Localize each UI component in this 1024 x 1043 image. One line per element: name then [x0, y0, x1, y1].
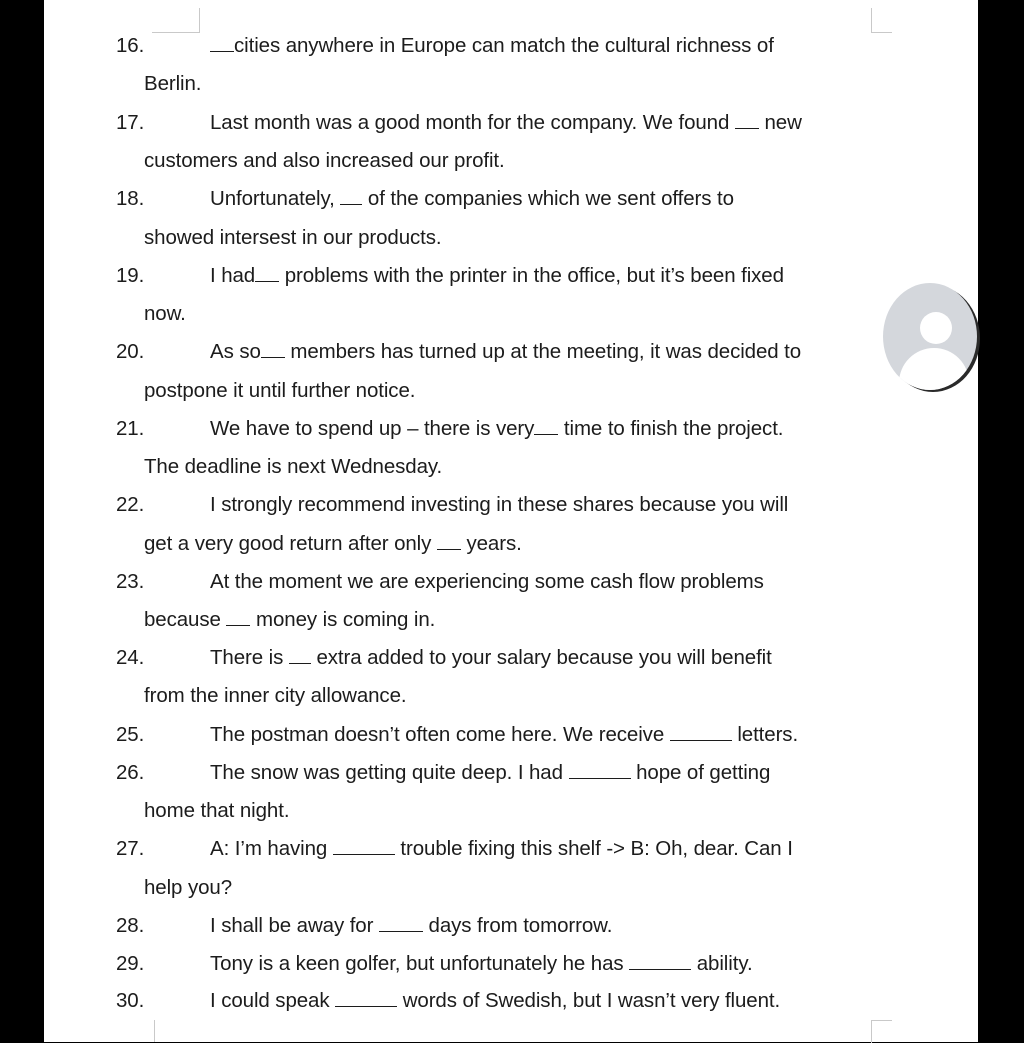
item-text-continued: get a very good return after only years.: [144, 532, 522, 555]
item-text: The snow was getting quite deep. I had hope of getting: [210, 761, 771, 784]
item-number: 21.: [116, 417, 145, 440]
item-text: I had problems with the printer in the office, but it’s been fixed: [210, 264, 784, 287]
item-number: 28.: [116, 914, 145, 937]
answer-blank[interactable]: [379, 929, 423, 932]
item-number: 18.: [116, 187, 145, 210]
item-text: We have to spend up – there is very time to finish the project.: [210, 417, 784, 440]
answer-blank[interactable]: [670, 738, 732, 741]
item-number: 23.: [116, 570, 145, 593]
avatar-head-shape: [920, 312, 952, 344]
answer-blank[interactable]: [335, 1004, 397, 1007]
avatar-body-shape: [899, 348, 969, 390]
item-text-continued: from the inner city allowance.: [144, 684, 407, 707]
answer-blank[interactable]: [261, 355, 285, 358]
item-number: 20.: [116, 340, 145, 363]
item-number: 30.: [116, 989, 145, 1012]
item-text-continued: The deadline is next Wednesday.: [144, 455, 443, 478]
item-number: 25.: [116, 723, 145, 746]
document-page: [44, 0, 978, 1042]
item-text: Unfortunately, of the companies which we sent offers to: [210, 187, 734, 210]
item-text: Last month was a good month for the company. We found new: [210, 111, 802, 134]
item-text: As so members has turned up at the meeting, it was decided to: [210, 340, 802, 363]
item-text: cities anywhere in Europe can match the cultural richness of: [210, 33, 774, 59]
item-text: I strongly recommend investing in these shares because you will: [210, 493, 789, 516]
answer-blank[interactable]: [569, 776, 631, 779]
item-number: 16.: [116, 34, 145, 57]
item-number: 17.: [116, 111, 145, 134]
margin-corner-top-left: [152, 8, 200, 33]
item-text-continued: home that night.: [144, 799, 290, 822]
margin-corner-bottom-left: [154, 1020, 156, 1042]
answer-blank[interactable]: [289, 661, 311, 664]
item-text-continued: Berlin.: [144, 72, 202, 95]
item-number: 29.: [116, 952, 145, 975]
answer-blank[interactable]: [340, 202, 362, 205]
item-number: 27.: [116, 837, 145, 860]
item-text-continued: showed intersest in our products.: [144, 226, 442, 249]
answer-blank[interactable]: [210, 49, 234, 52]
item-text: I could speak words of Swedish, but I wasn’t very fluent.: [210, 989, 781, 1012]
answer-blank[interactable]: [629, 967, 691, 970]
item-text-continued: customers and also increased our profit.: [144, 149, 505, 172]
margin-corner-top-right: [871, 8, 892, 33]
answer-blank[interactable]: [437, 547, 461, 550]
item-text-continued: help you?: [144, 876, 233, 899]
answer-blank[interactable]: [735, 126, 759, 129]
item-text: The postman doesn’t often come here. We receive letters.: [210, 723, 799, 746]
item-text: There is extra added to your salary because you will benefit: [210, 646, 772, 669]
answer-blank[interactable]: [226, 623, 250, 626]
item-text: I shall be away for days from tomorrow.: [210, 914, 613, 937]
item-number: 22.: [116, 493, 145, 516]
item-number: 24.: [116, 646, 145, 669]
answer-blank[interactable]: [333, 852, 395, 855]
item-text-continued: because money is coming in.: [144, 608, 436, 631]
user-avatar-icon[interactable]: [883, 283, 977, 390]
margin-corner-bottom-right: [871, 1020, 892, 1043]
item-text: Tony is a keen golfer, but unfortunately he has ability.: [210, 952, 753, 975]
item-text-continued: postpone it until further notice.: [144, 379, 416, 402]
item-text-continued: now.: [144, 302, 186, 325]
item-text: At the moment we are experiencing some cash flow problems: [210, 570, 764, 593]
item-text: A: I’m having trouble fixing this shelf -> B: Oh, dear. Can I: [210, 837, 793, 860]
item-number: 19.: [116, 264, 145, 287]
item-number: 26.: [116, 761, 145, 784]
answer-blank[interactable]: [534, 432, 558, 435]
answer-blank[interactable]: [255, 279, 279, 282]
